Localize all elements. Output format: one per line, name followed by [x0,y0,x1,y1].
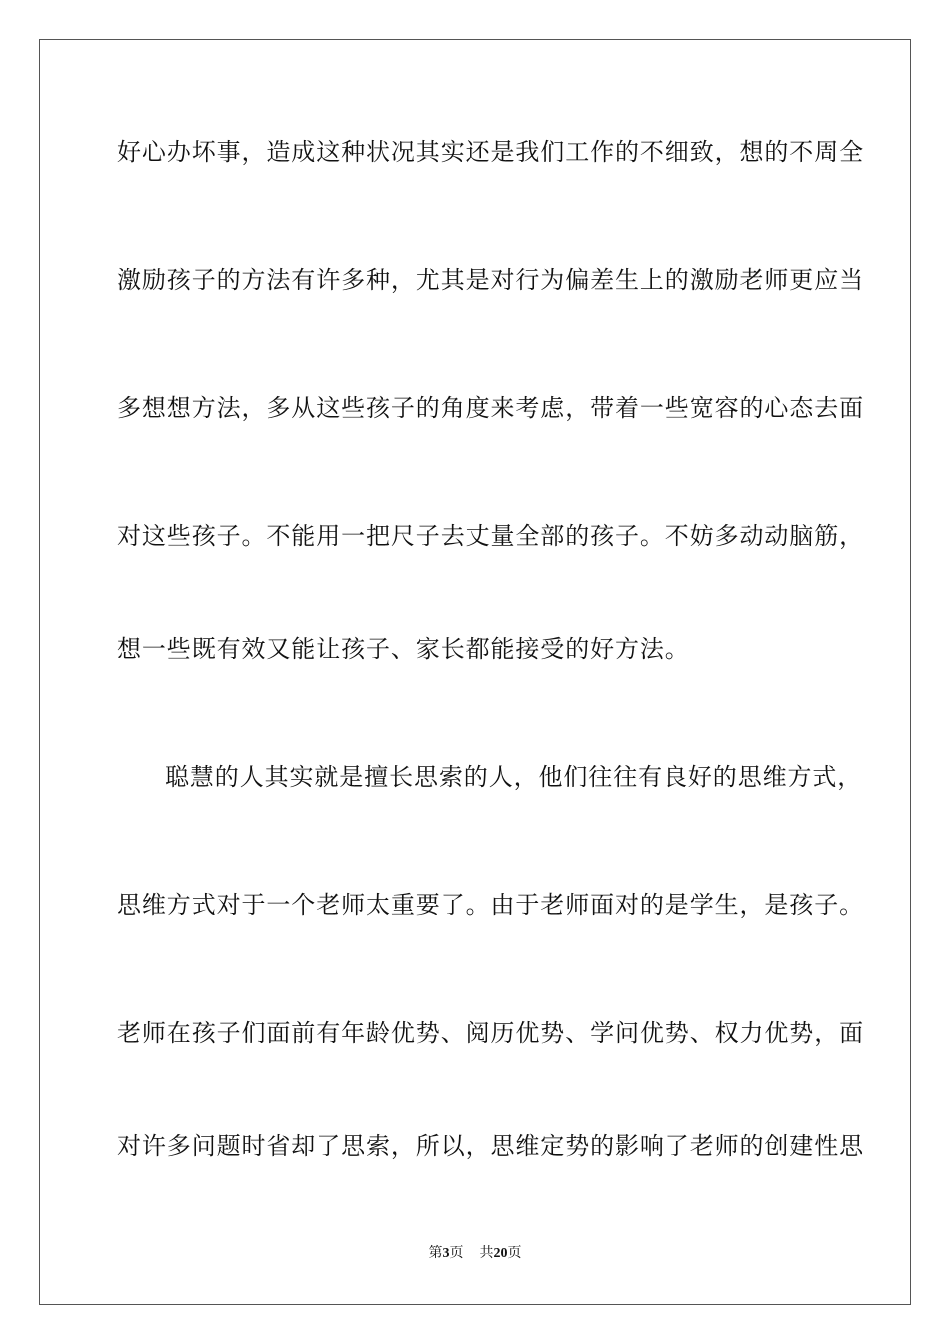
body-line-5: 想一些既有效又能让孩子、家长都能接受的好方法。 [117,635,690,663]
page-border [39,39,911,1305]
body-line-9: 对许多问题时省却了思索，所以，思维定势的影响了老师的创建性思 [117,1132,864,1160]
page-prefix: 第 [428,1245,443,1261]
body-line-7: 思维方式对于一个老师太重要了。由于老师面对的是学生，是孩子。 [117,891,864,919]
page-suffix: 页 [449,1245,464,1261]
page-footer [0,1244,950,1263]
body-line-2: 激励孩子的方法有许多种，尤其是对行为偏差生上的激励老师更应当 [117,266,864,294]
paragraph-start-line: 聪慧的人其实就是擅长思索的人，他们往往有良好的思维方式， [165,763,863,791]
body-line-1: 好心办坏事，造成这种状况其实还是我们工作的不细致，想的不周全 [117,138,864,166]
page-number: 3 [442,1246,450,1261]
body-line-8: 老师在孩子们面前有年龄优势、阅历优势、学问优势、权力优势，面 [117,1019,864,1047]
body-line-4: 对这些孩子。不能用一把尺子去丈量全部的孩子。不妨多动动脑筋， [117,522,864,550]
total-pages: 20 [493,1246,508,1261]
body-line-3: 多想想方法，多从这些孩子的角度来考虑，带着一些宽容的心态去面 [117,394,864,422]
total-prefix: 共 [479,1245,494,1261]
total-suffix: 页 [507,1245,522,1261]
